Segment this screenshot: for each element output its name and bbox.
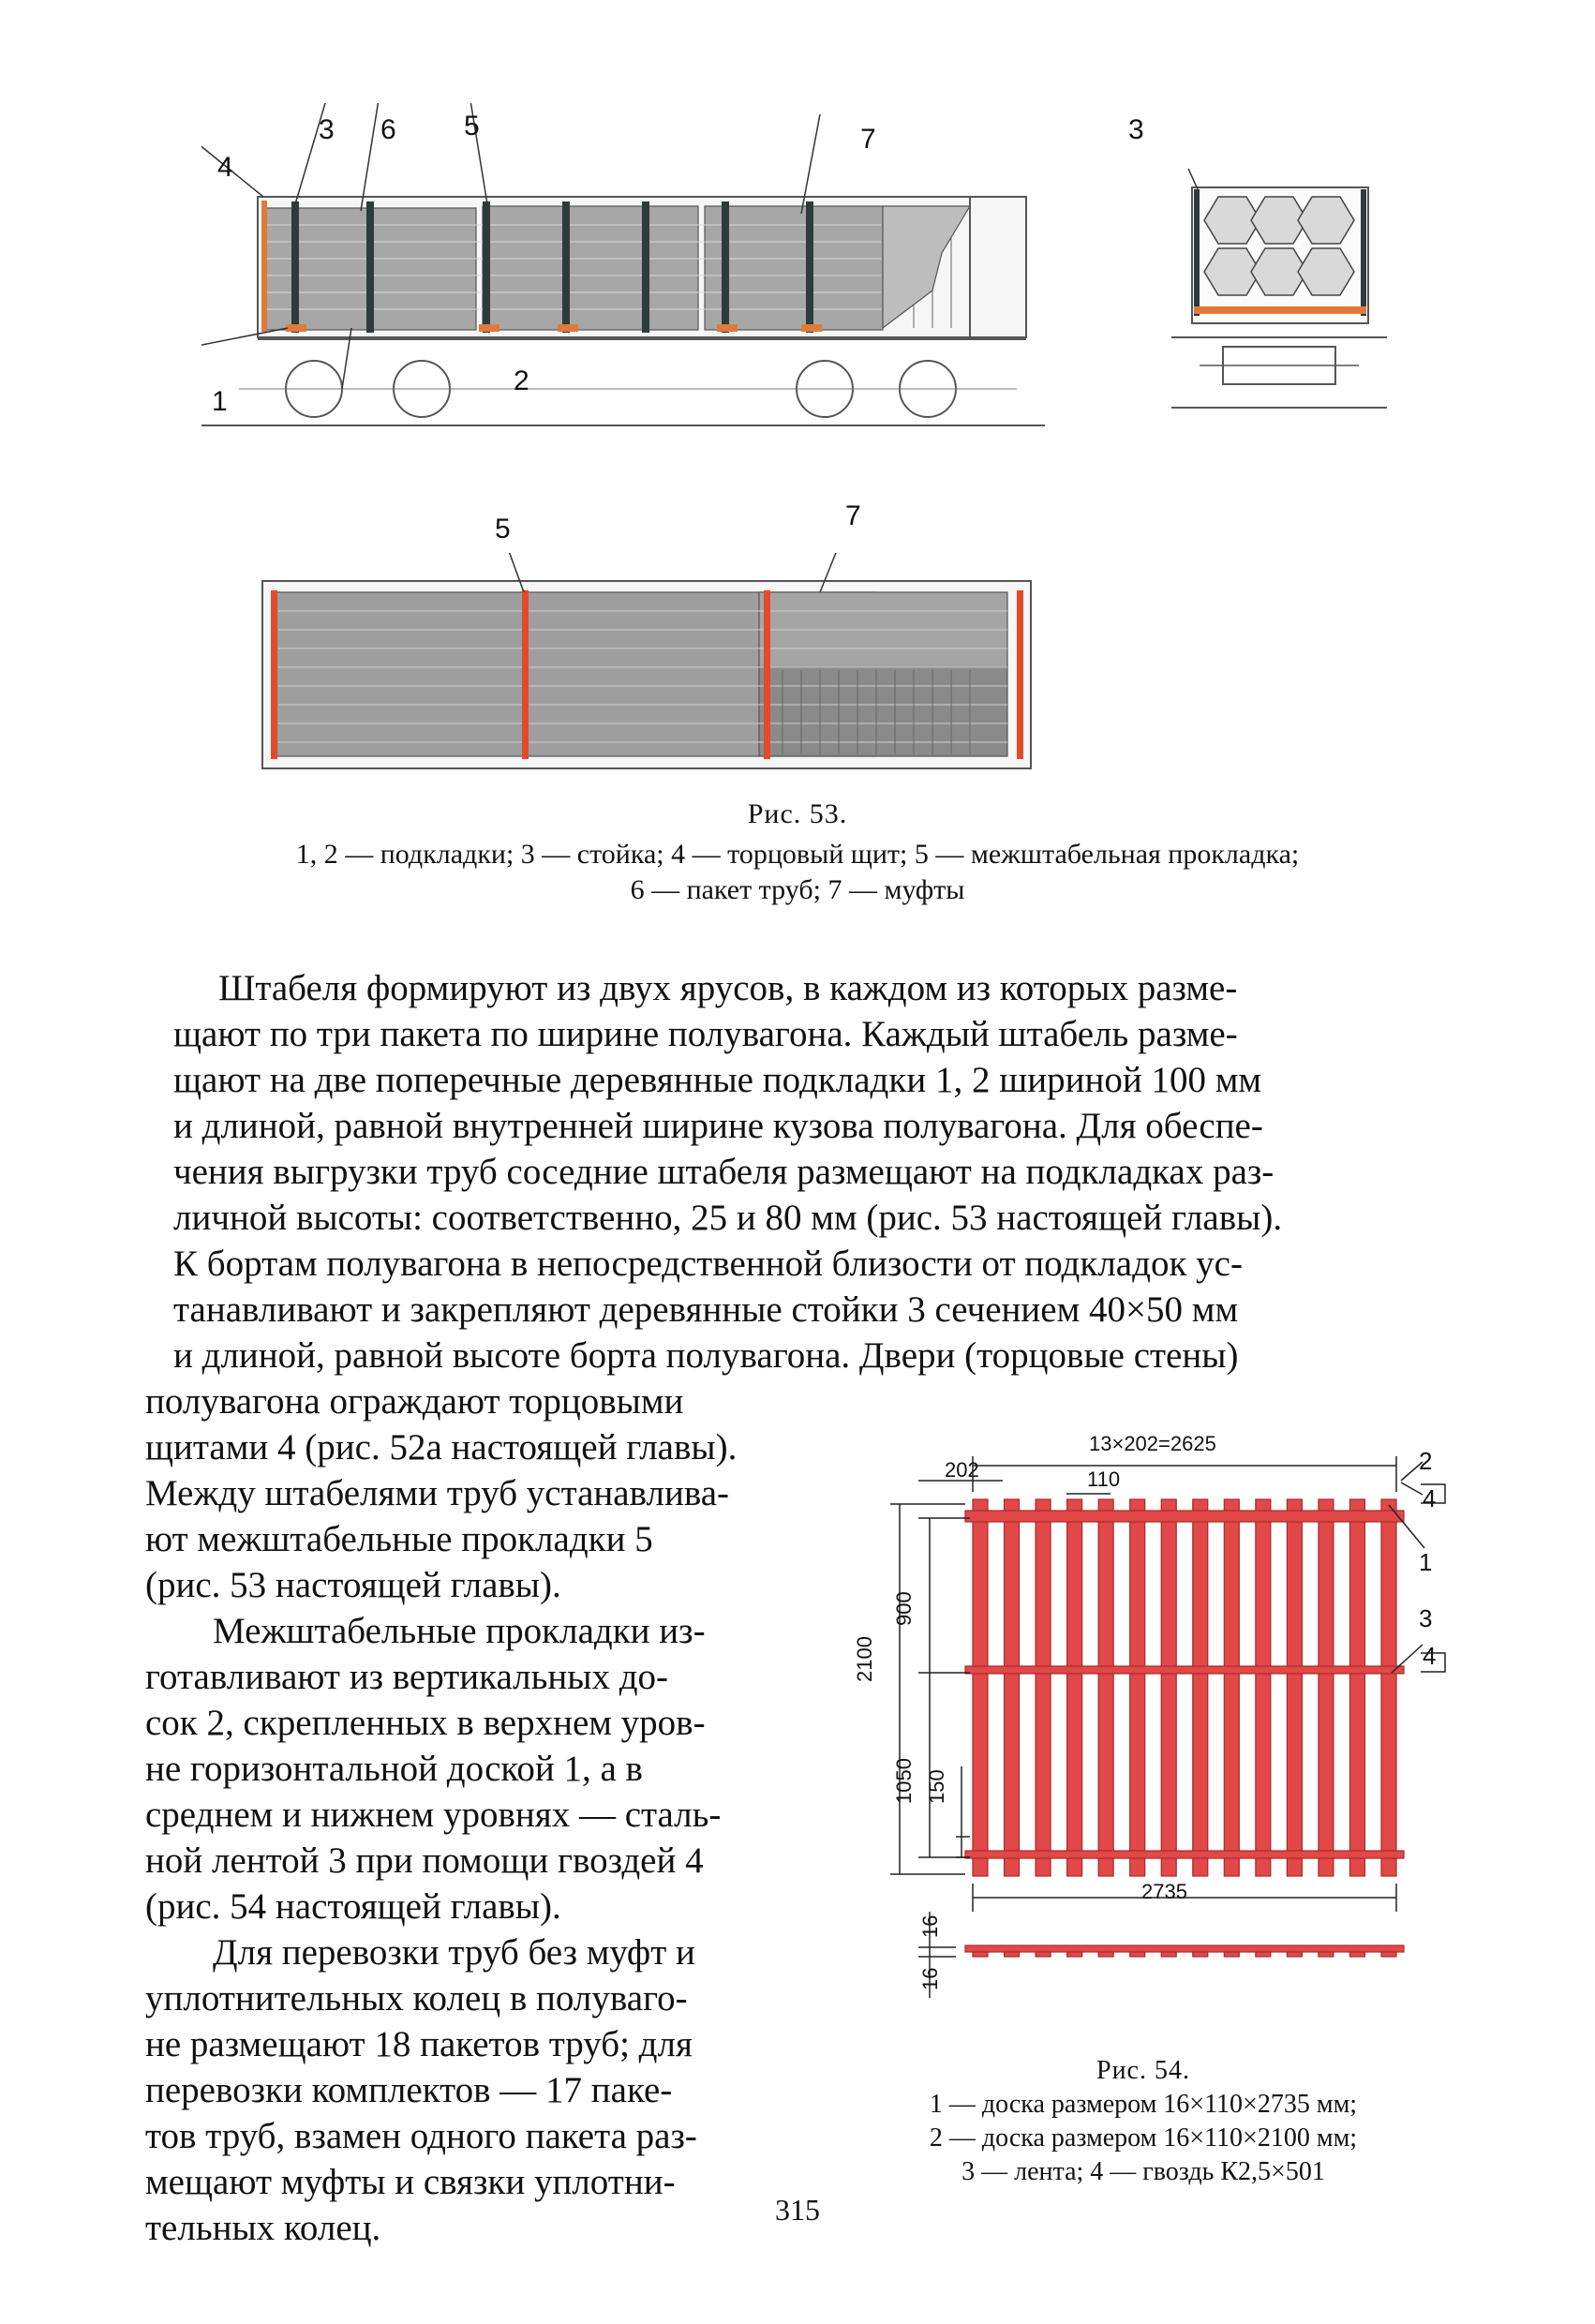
- fig53-legend-line1: 1, 2 — подкладки; 3 — стойка; 4 — торцовый щит; 5 — межштабельная прокладка;: [295, 839, 1300, 870]
- fig53-label-7: 7: [860, 124, 876, 155]
- fig54-dim-height-total: 2100: [853, 1636, 876, 1682]
- vertical-board: [973, 1499, 988, 1876]
- paragraph-line: ют межштабельные прокладки 5: [145, 1519, 653, 1559]
- fig54-drawing: [862, 1424, 1462, 2024]
- paragraph-line: (рис. 54 настоящей главы).: [145, 1886, 561, 1927]
- fig54-dim-board-width: 110: [1087, 1467, 1121, 1491]
- fig54-caption: [843, 2054, 1443, 2189]
- fig53-title: Рис. 53.: [747, 798, 848, 829]
- fig54-dim-thick-bottom: 16: [918, 1967, 942, 1990]
- fig53-label-1: 1: [212, 386, 228, 417]
- fig53-label-4: 4: [217, 152, 233, 183]
- paragraph-1-line: чения выгрузки труб соседние штабеля размещают на подкладках раз-: [173, 1152, 1275, 1192]
- steel-band-bottom: [965, 1851, 1404, 1858]
- horizontal-board-top: [965, 1511, 1404, 1522]
- thickness-strip-segment: [1193, 1952, 1208, 1957]
- fig53-side-view: [201, 103, 1045, 440]
- page-number: 315: [775, 2193, 820, 2227]
- paragraph-1-line: щают по три пакета по ширине полувагона. Каждый штабель разме-: [173, 1014, 1238, 1054]
- fig53-label-2: 2: [514, 365, 529, 396]
- paragraph-1-line: и длиной, равной высоте борта полувагона. Двери (торцовые стены): [173, 1335, 1239, 1376]
- fig53-label-5: 5: [464, 111, 480, 142]
- paragraph-line: мещают муфты и связки уплотни-: [145, 2162, 676, 2202]
- vertical-board: [1224, 1499, 1239, 1876]
- paragraph-2: [145, 1608, 829, 1929]
- fig54-dim-thick-top: 16: [918, 1914, 942, 1938]
- paragraph-line: ной лентой 3 при помощи гвоздей 4: [145, 1840, 704, 1881]
- thickness-strip-segment: [1130, 1952, 1145, 1957]
- thickness-strip-segment: [1067, 1952, 1082, 1957]
- thickness-strip-segment: [1224, 1952, 1239, 1957]
- vertical-board: [1130, 1499, 1145, 1876]
- vertical-board: [1193, 1499, 1208, 1876]
- vertical-board: [1287, 1499, 1302, 1876]
- fig54-label-4b: 4: [1423, 1642, 1437, 1670]
- paragraph-line: готавливают из вертикальных до-: [145, 1657, 669, 1697]
- fig54-title: Рис. 54.: [1096, 2056, 1190, 2085]
- vertical-board: [1349, 1499, 1364, 1876]
- paragraph-line: тельных колец.: [145, 2208, 381, 2248]
- paragraph-line: не горизонтальной доской 1, а в: [145, 1749, 643, 1789]
- thickness-strip-segment: [1381, 1952, 1396, 1957]
- paragraph-1-continued: [145, 1378, 829, 1608]
- thickness-strip-segment: [1349, 1952, 1364, 1957]
- fig53-end-label-3: 3: [1128, 114, 1144, 145]
- fig54-legend-line: 1 — доска размером 16×110×2735 мм;: [929, 2090, 1358, 2119]
- paragraph-line: тов труб, взамен одного пакета раз-: [145, 2116, 697, 2156]
- fig54-label-2: 2: [1419, 1447, 1433, 1475]
- thickness-strip-segment: [1036, 1952, 1051, 1957]
- vertical-board: [1161, 1499, 1176, 1876]
- paragraph-line: Межштабельные прокладки из-: [213, 1611, 706, 1651]
- paragraph-line: сок 2, скрепленных в верхнем уров-: [145, 1703, 706, 1743]
- paragraph-1-line: К бортам полувагона в непосредственной близости от подкладок ус-: [173, 1244, 1243, 1284]
- fig54-dim-pitch: 202: [945, 1458, 979, 1482]
- thickness-strip-segment: [1287, 1952, 1302, 1957]
- thickness-strip-top: [965, 1945, 1404, 1952]
- fig54-label-3: 3: [1419, 1604, 1433, 1632]
- fig53-plan-view: [258, 553, 1036, 778]
- paragraph-line: перевозки комплектов — 17 паке-: [145, 2070, 673, 2110]
- fig54-dim-upper-span: 900: [892, 1591, 916, 1626]
- fig53-end-view: [1171, 169, 1387, 422]
- fig53-label-6: 6: [380, 114, 396, 145]
- vertical-board: [1319, 1499, 1334, 1876]
- vertical-board: [1098, 1499, 1113, 1876]
- thickness-strip-segment: [1098, 1952, 1113, 1957]
- paragraph-line: уплотнительных колец в полуваго-: [145, 1978, 688, 2019]
- thickness-strip-segment: [1161, 1952, 1176, 1957]
- paragraph-line: Между штабелями труб устанавлива-: [145, 1473, 730, 1513]
- fig54-legend-line: 2 — доска размером 16×110×2100 мм;: [929, 2123, 1358, 2153]
- vertical-board: [1005, 1499, 1020, 1876]
- fig54-dim-lower-span: 1050: [892, 1758, 916, 1804]
- paragraph-line: Для перевозки труб без муфт и: [213, 1932, 695, 1973]
- paragraph-1-line: щают на две поперечные деревянные подкладки 1, 2 шириной 100 мм: [173, 1060, 1262, 1100]
- paragraph-line: не размещают 18 пакетов труб; для: [145, 2024, 693, 2064]
- fig54-dim-total-width: 13×202=2625: [1089, 1432, 1216, 1455]
- vertical-board: [1067, 1499, 1082, 1876]
- paragraph-1-line: танавливают и закрепляют деревянные стойки 3 сечением 40×50 мм: [173, 1289, 1239, 1330]
- paragraph-1-line: и длиной, равной внутренней ширине кузова полувагона. Для обеспе-: [173, 1106, 1263, 1146]
- fig53-legend-line2: 6 — пакет труб; 7 — муфты: [630, 874, 965, 905]
- vertical-board: [1256, 1499, 1271, 1876]
- vertical-board: [1381, 1499, 1396, 1876]
- fig53-label-3: 3: [319, 114, 335, 145]
- paragraph-1-line: Штабеля формируют из двух ярусов, в каждом из которых разме-: [218, 968, 1238, 1008]
- thickness-strip-segment: [1005, 1952, 1020, 1957]
- paragraph-1-line: личной высоты: соответственно, 25 и 80 мм (рис. 53 настоящей главы).: [173, 1198, 1283, 1238]
- fig54-label-4a: 4: [1423, 1484, 1437, 1512]
- fig53-plan-label-5: 5: [495, 514, 511, 544]
- fig54-dim-bottom-offset: 150: [925, 1769, 948, 1804]
- thickness-strip-segment: [1256, 1952, 1271, 1957]
- paragraph-1: [173, 965, 1453, 1378]
- fig54-legend-line: 3 — лента; 4 — гвоздь К2,5×501: [961, 2157, 1325, 2186]
- vertical-board: [1036, 1499, 1051, 1876]
- paragraph-line: щитами 4 (рис. 52а настоящей главы).: [145, 1427, 738, 1467]
- paragraph-line: полувагона ограждают торцовыми: [145, 1381, 684, 1422]
- fig54-dim-length: 2735: [1141, 1880, 1187, 1903]
- steel-band-middle: [965, 1666, 1404, 1674]
- paragraph-line: среднем и нижнем уровнях — сталь-: [145, 1795, 722, 1835]
- thickness-strip-segment: [1319, 1952, 1334, 1957]
- fig54-label-1: 1: [1419, 1548, 1433, 1576]
- paragraph-line: (рис. 53 настоящей главы).: [145, 1565, 561, 1605]
- thickness-strip-segment: [973, 1952, 988, 1957]
- fig53-plan-label-7: 7: [845, 500, 861, 531]
